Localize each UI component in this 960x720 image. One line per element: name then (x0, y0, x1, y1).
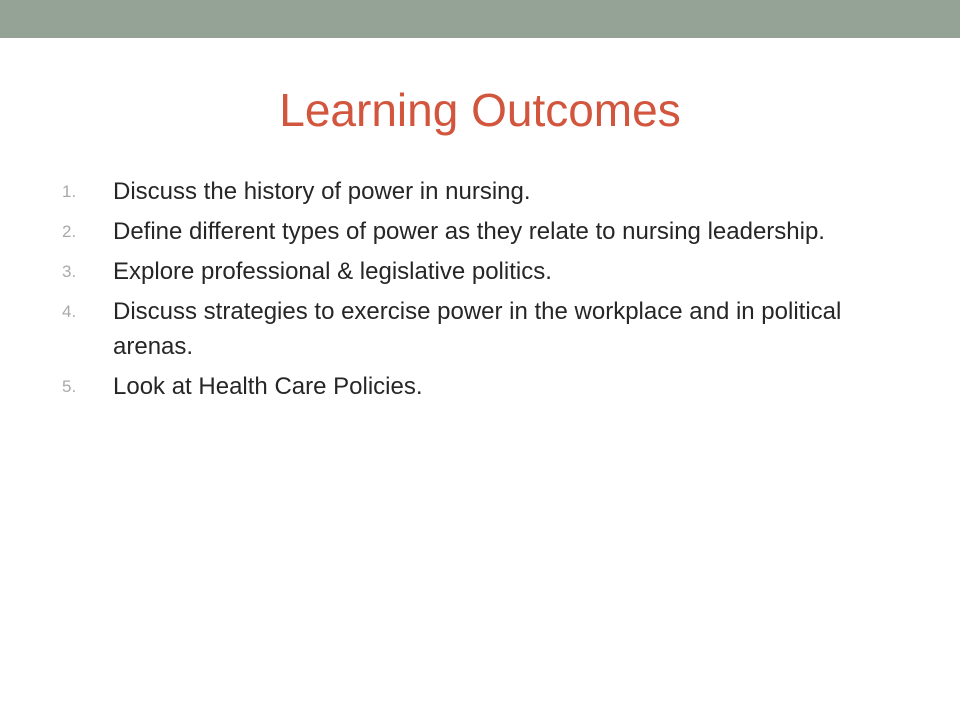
list-item-text: Explore professional & legislative politics. (113, 258, 552, 285)
list-item (62, 174, 922, 209)
list-item-number: 3. (62, 262, 77, 281)
list-item-number: 2. (62, 222, 77, 241)
list-item-text: Discuss strategies to exercise power in the workplace and in political arenas. (113, 298, 842, 360)
list-item (62, 369, 922, 404)
list-item-text: Define different types of power as they relate to nursing leadership. (113, 218, 825, 245)
list-item (62, 294, 922, 364)
slide-title: Learning Outcomes (279, 84, 681, 136)
top-accent-bar (0, 0, 960, 38)
learning-outcomes-list (62, 174, 922, 409)
list-item-number: 4. (62, 302, 77, 321)
list-item-number: 1. (62, 182, 77, 201)
list-item-number: 5. (62, 377, 77, 396)
list-item-text: Discuss the history of power in nursing. (113, 178, 531, 205)
list-item (62, 254, 922, 289)
list-item-text: Look at Health Care Policies. (113, 373, 423, 400)
list-item (62, 214, 922, 249)
